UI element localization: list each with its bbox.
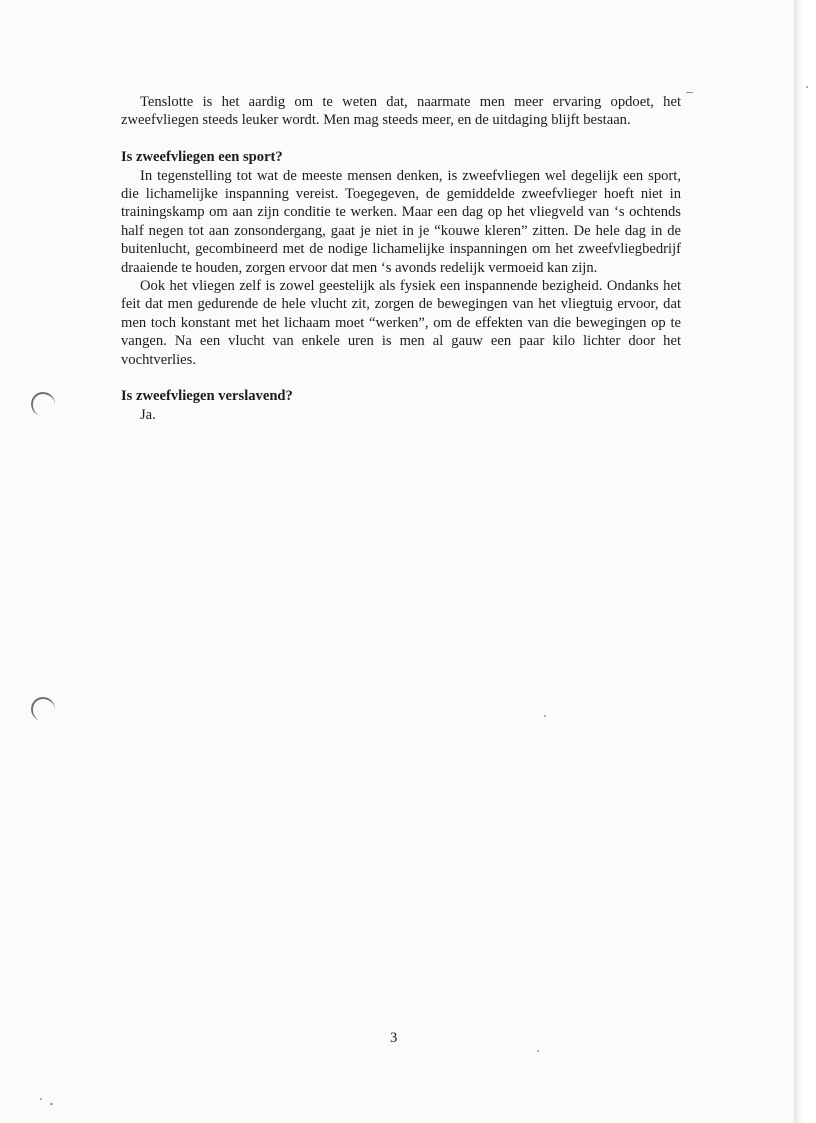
section-heading-sport: Is zweefvliegen een sport? xyxy=(121,149,283,166)
scan-speck xyxy=(544,715,546,717)
sport-paragraph-1: In tegenstelling tot wat de meeste mensen denken, is zweefvliegen wel degelijk een sport, die lichamelijke inspanning vereist. Toegegeven, de gemiddelde zweefvlieger hoeft niet in trainingskamp om aan zijn conditie te werken. Maar een dag op het vliegveld van ‘s ochtends half negen tot aan zonsondergang, gaat je niet in je “kouwe kleren” zitten. De hele dag in de buitenlucht, gecombineerd met de nodige lichamelijke inspanningen om het zweefvliegbedrijf draaiende te houden, zorgen ervoor dat men ‘s avonds redelijk vermoeid kan zijn. xyxy=(121,167,681,276)
scan-edge xyxy=(794,0,816,1123)
document-body xyxy=(121,93,681,424)
paragraph-spacer xyxy=(121,369,681,387)
scan-speck xyxy=(806,86,808,88)
scan-speck xyxy=(537,1050,539,1052)
intro-paragraph: Tenslotte is het aardig om te weten dat, naarmate men meer ervaring opdoet, het zweefvliegen steeds leuker wordt. Men mag steeds meer, en de uitdaging blijft bestaan. xyxy=(121,94,681,129)
sport-paragraph-2: Ook het vliegen zelf is zowel geestelijk als fysiek een inspannende bezigheid. Ondanks het feit dat men gedurende de hele vlucht zit, zorgen de bewegingen van het vliegtuig ervoor, dat men toch konstant met het lichaam moet “werken”, om de effekten van die bewegingen op te vangen. Na een vlucht van enkele uren is men al gauw een paar kilo lichter door het vochtverlies. xyxy=(121,278,681,368)
paragraph-spacer xyxy=(121,130,681,148)
scan-mark xyxy=(686,92,693,93)
page-number: 3 xyxy=(390,1030,398,1046)
section-heading-addictive: Is zweefvliegen verslavend? xyxy=(121,388,293,405)
addictive-answer: Ja. xyxy=(140,406,156,423)
scan-speck xyxy=(50,1103,53,1105)
scan-speck xyxy=(40,1098,42,1100)
